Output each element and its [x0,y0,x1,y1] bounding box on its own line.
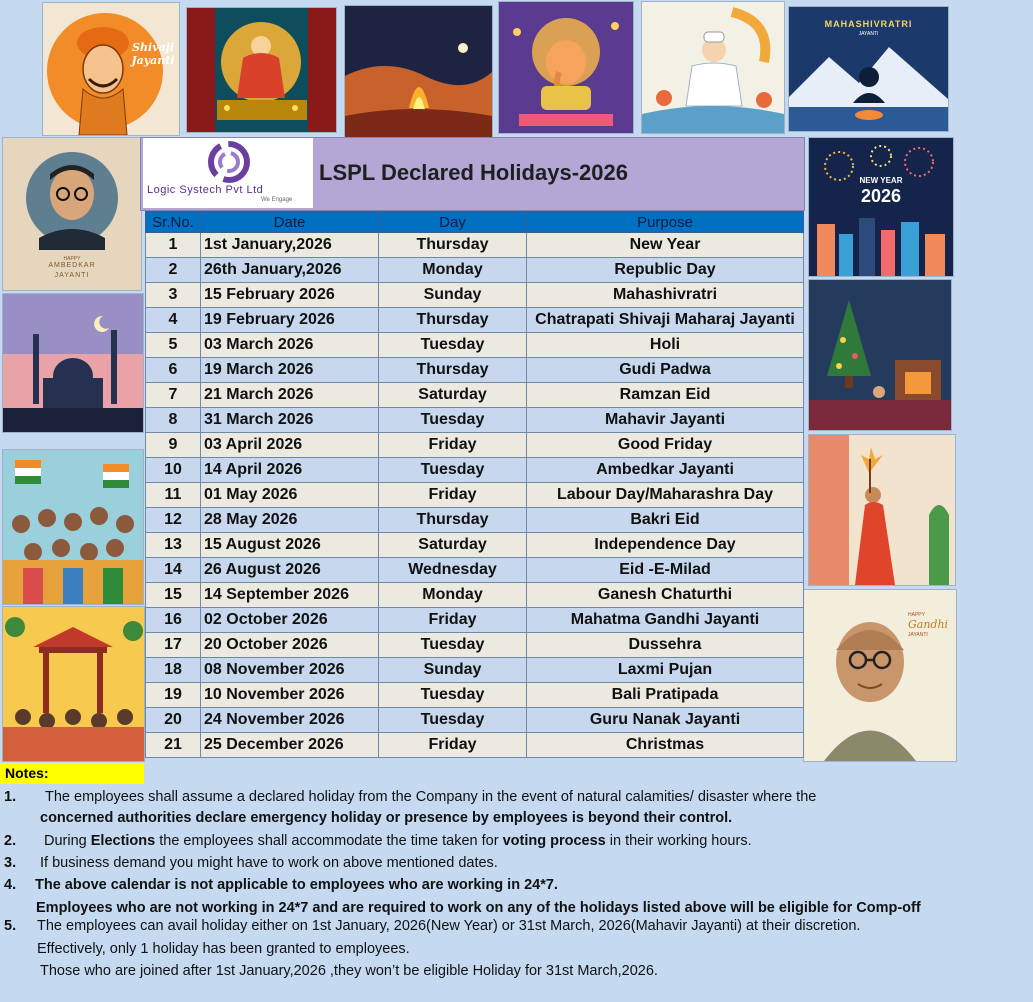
sr-no-cell: 10 [146,458,201,483]
table-row [146,708,804,733]
sr-no-cell: 17 [146,633,201,658]
column-header-day: Day [379,212,527,233]
date-cell: 10 November 2026 [201,683,379,708]
column-header-date: Date [201,212,379,233]
note-5-line-2: Effectively, only 1 holiday has been granted to employees. [37,941,410,957]
note-5-number: 5. [4,918,17,934]
day-cell: Wednesday [379,558,527,583]
mahashivratri-image [788,6,949,132]
day-cell: Sunday [379,283,527,308]
note-2-elections: Elections [90,833,156,849]
sr-no-cell: 15 [146,583,201,608]
note-1-continued [40,810,732,826]
gandhi-sublabel: JAYANTI [908,632,928,638]
sr-no-cell: 8 [146,408,201,433]
purpose-cell: Bakri Eid [527,508,804,533]
day-cell: Tuesday [379,333,527,358]
ganesh-image [498,1,634,134]
sr-no-cell: 16 [146,608,201,633]
day-cell: Tuesday [379,683,527,708]
purpose-cell: Eid -E-Milad [527,558,804,583]
sr-no-cell: 14 [146,558,201,583]
christmas-image [808,279,952,431]
date-cell: 19 March 2026 [201,358,379,383]
note-5-line-1: The employees can avail holiday either on 1st January, 2026(New Year) or 31st March, 2026(Mahavir Jayanti) at their discretion. [37,918,861,934]
table-row [146,433,804,458]
date-cell: 14 September 2026 [201,583,379,608]
table-row [146,233,804,258]
purpose-cell: Labour Day/Maharashra Day [527,483,804,508]
column-header-sr-no: Sr.No. [146,212,201,233]
day-cell: Thursday [379,508,527,533]
day-cell: Saturday [379,383,527,408]
purpose-cell: Good Friday [527,433,804,458]
table-row [146,383,804,408]
date-cell: 03 March 2026 [201,333,379,358]
sr-no-cell: 6 [146,358,201,383]
table-row [146,408,804,433]
note-3-line-1: If business demand you might have to work on above mentioned dates. [40,855,498,871]
note-2-part-a: During [44,833,91,849]
sr-no-cell: 19 [146,683,201,708]
date-cell: 26 August 2026 [201,558,379,583]
purpose-cell: New Year [527,233,804,258]
date-cell: 26th January,2026 [201,258,379,283]
note-4-continued [36,900,921,916]
sr-no-cell: 18 [146,658,201,683]
date-cell: 15 February 2026 [201,283,379,308]
date-cell: 25 December 2026 [201,733,379,758]
sr-no-cell: 20 [146,708,201,733]
day-cell: Thursday [379,358,527,383]
note-5-line-2-wrap [37,941,410,957]
table-row [146,608,804,633]
table-row [146,333,804,358]
note-3-number: 3. [4,855,17,871]
note-2-part-c: the employees shall accommodate the time taken for [155,833,503,849]
table-row [146,633,804,658]
day-cell: Monday [379,583,527,608]
day-cell: Thursday [379,308,527,333]
company-logo [143,138,313,208]
lakshmi-image [186,7,337,133]
purpose-cell: Laxmi Pujan [527,658,804,683]
day-cell: Tuesday [379,708,527,733]
sr-no-cell: 2 [146,258,201,283]
independence-day-crowd-image [2,449,144,605]
day-cell: Friday [379,433,527,458]
new-year-image [808,137,954,277]
purpose-cell: Mahatma Gandhi Jayanti [527,608,804,633]
day-cell: Friday [379,733,527,758]
gandhi-jayanti-image [803,589,957,762]
table-row [146,583,804,608]
new-year-label: NEW YEAR [859,176,903,185]
purpose-cell: Holi [527,333,804,358]
date-cell: 21 March 2026 [201,383,379,408]
guru-nanak-image [641,1,785,134]
page-title: LSPL Declared Holidays-2026 [319,160,628,185]
purpose-cell: Guru Nanak Jayanti [527,708,804,733]
sr-no-cell: 1 [146,233,201,258]
mosque-eid-image [2,293,144,433]
table-row [146,283,804,308]
purpose-cell: Mahashivratri [527,283,804,308]
purpose-cell: Independence Day [527,533,804,558]
date-cell: 14 April 2026 [201,458,379,483]
lady-festival-image [808,434,956,586]
purpose-cell: Christmas [527,733,804,758]
note-5-line-3: Those who are joined after 1st January,2026 ,they won’t be eligible Holiday for 31st March,2026. [40,963,658,979]
table-row [146,508,804,533]
sr-no-cell: 11 [146,483,201,508]
ambedkar-sublabel: JAYANTI [54,272,90,279]
new-year-number: 2026 [860,186,902,206]
table-header-row [146,212,804,233]
mahashivratri-label: MAHASHIVRATRI [824,19,913,29]
note-2 [4,833,752,849]
day-cell: Friday [379,483,527,508]
note-2-voting-process: voting process [502,833,606,849]
sr-no-cell: 7 [146,383,201,408]
ambedkar-label-top: HAPPY [63,256,81,262]
table-row [146,533,804,558]
date-cell: 1st January,2026 [201,233,379,258]
gudi-padwa-image [2,606,145,762]
holi-bonfire-image [344,5,493,138]
day-cell: Tuesday [379,408,527,433]
purpose-cell: Bali Pratipada [527,683,804,708]
purpose-cell: Republic Day [527,258,804,283]
note-4-line-2: Employees who are not working in 24*7 and are required to work on any of the holidays listed above will be eligible for Comp-off [36,900,921,916]
mahashivratri-sublabel: JAYANTI [858,31,879,37]
purpose-cell: Gudi Padwa [527,358,804,383]
purpose-cell: Ganesh Chaturthi [527,583,804,608]
date-cell: 20 October 2026 [201,633,379,658]
day-cell: Sunday [379,658,527,683]
table-row [146,458,804,483]
note-1-number: 1. [4,789,17,805]
purpose-cell: Dussehra [527,633,804,658]
purpose-cell: Mahavir Jayanti [527,408,804,433]
date-cell: 28 May 2026 [201,508,379,533]
shivaji-label: Shivaji Jayanti [131,41,175,67]
sr-no-cell: 5 [146,333,201,358]
note-5-line-3-wrap [40,963,658,979]
date-cell: 01 May 2026 [201,483,379,508]
column-header-purpose: Purpose [527,212,804,233]
note-2-number: 2. [4,833,17,849]
date-cell: 24 November 2026 [201,708,379,733]
date-cell: 19 February 2026 [201,308,379,333]
note-5 [4,918,860,934]
title-band [140,137,805,211]
notes-label: Notes: [0,763,144,784]
sr-no-cell: 9 [146,433,201,458]
note-4-number: 4. [4,877,17,893]
sr-no-cell: 3 [146,283,201,308]
date-cell: 08 November 2026 [201,658,379,683]
table-row [146,558,804,583]
purpose-cell: Chatrapati Shivaji Maharaj Jayanti [527,308,804,333]
gandhi-label-top: HAPPY [908,612,925,618]
note-1 [4,789,816,805]
sr-no-cell: 12 [146,508,201,533]
table-row [146,683,804,708]
date-cell: 15 August 2026 [201,533,379,558]
ambedkar-jayanti-image [2,137,142,291]
table-row [146,733,804,758]
note-1-line-1: The employees shall assume a declared holiday from the Company in the event of natural calamities/ disaster where the [45,789,817,805]
table-row [146,258,804,283]
shivaji-jayanti-image [42,2,180,136]
day-cell: Friday [379,608,527,633]
ambedkar-label: AMBEDKAR [48,262,96,269]
table-row [146,358,804,383]
date-cell: 03 April 2026 [201,433,379,458]
note-4 [4,877,558,893]
table-row [146,308,804,333]
gandhi-label: Gandhi [908,618,949,631]
note-3 [4,855,498,871]
purpose-cell: Ambedkar Jayanti [527,458,804,483]
table-row [146,483,804,508]
logo-swirl-icon [199,140,259,184]
note-2-part-e: in their working hours. [605,833,752,849]
holiday-table [145,211,804,758]
sr-no-cell: 4 [146,308,201,333]
day-cell: Monday [379,258,527,283]
sr-no-cell: 21 [146,733,201,758]
table-row [146,658,804,683]
sr-no-cell: 13 [146,533,201,558]
date-cell: 02 October 2026 [201,608,379,633]
logo-tagline: We Engage [261,197,293,203]
day-cell: Thursday [379,233,527,258]
logo-company-name: Logic Systech Pvt Ltd [147,184,264,196]
note-2-text [44,833,752,849]
day-cell: Saturday [379,533,527,558]
note-4-line-1: The above calendar is not applicable to employees who are working in 24*7. [35,877,558,893]
note-1-line-2: concerned authorities declare emergency holiday or presence by employees is beyond their control. [40,810,733,826]
purpose-cell: Ramzan Eid [527,383,804,408]
day-cell: Tuesday [379,458,527,483]
date-cell: 31 March 2026 [201,408,379,433]
day-cell: Tuesday [379,633,527,658]
